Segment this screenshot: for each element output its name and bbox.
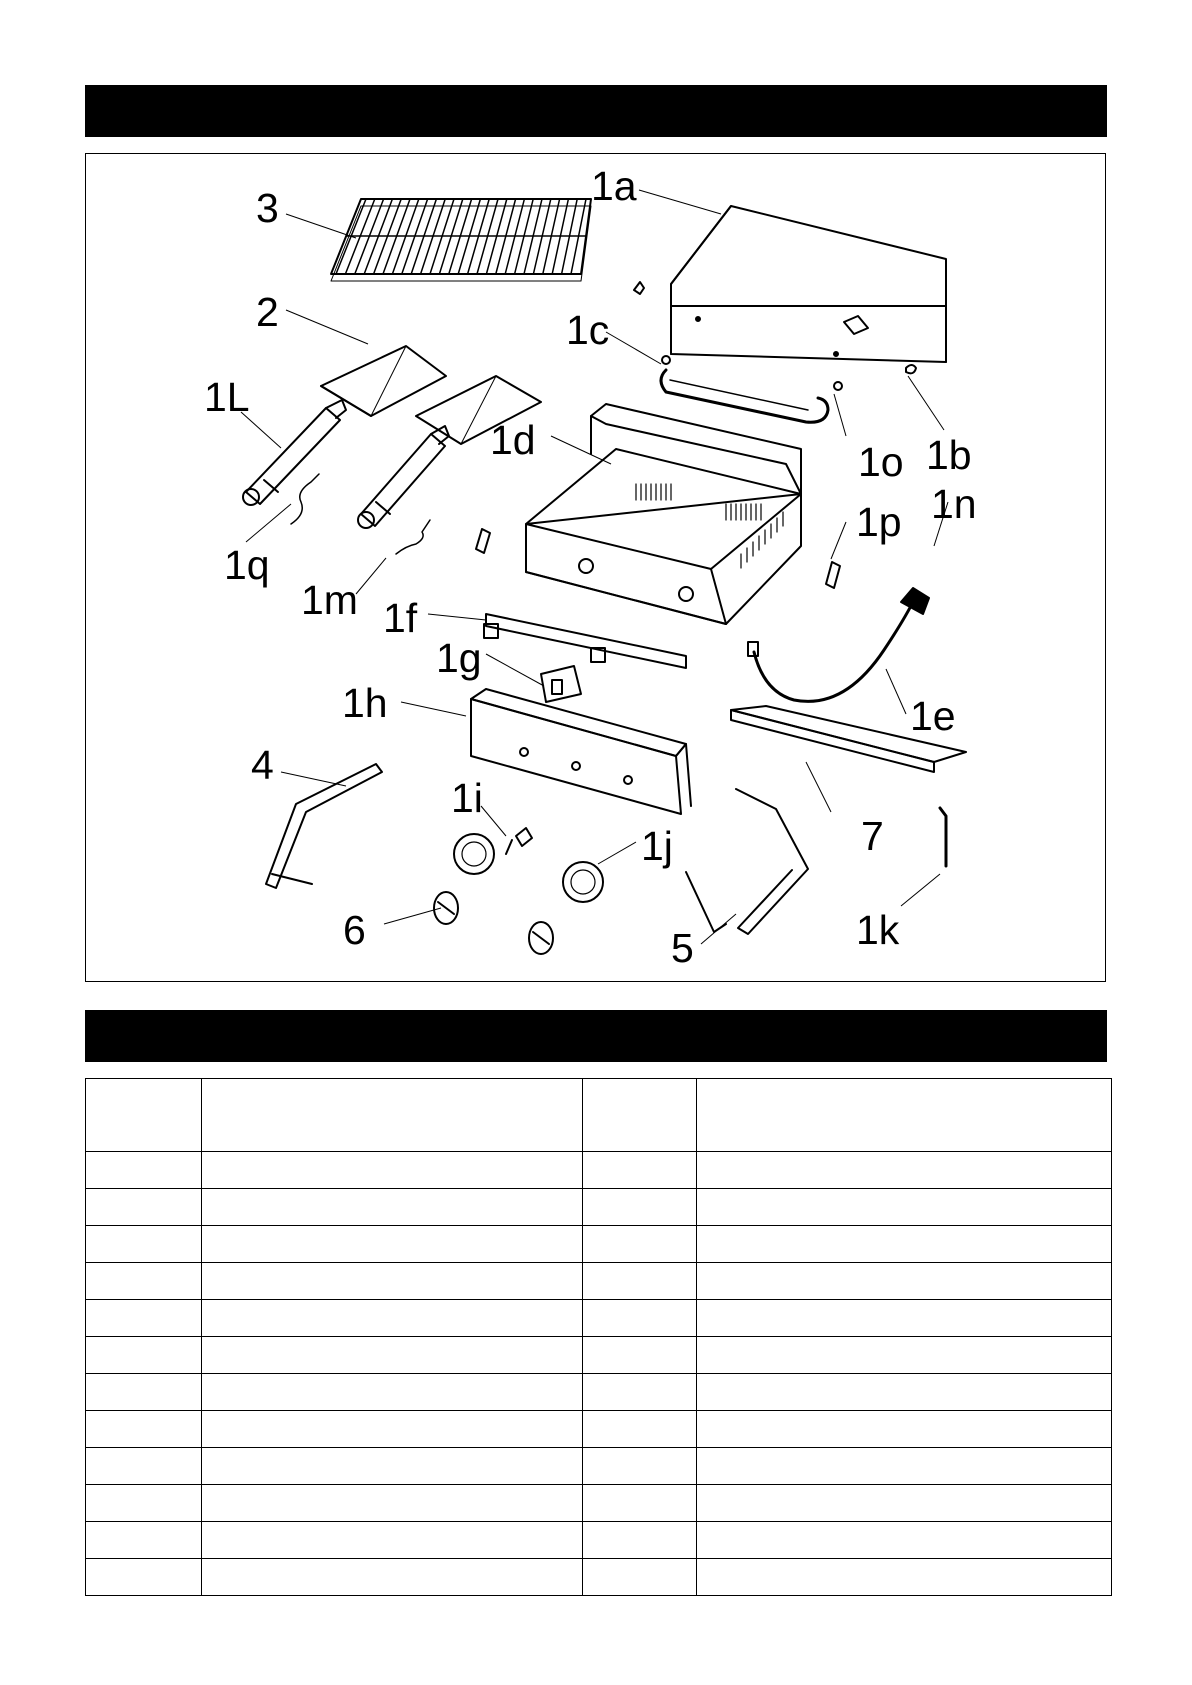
burner-tube-right-part — [358, 426, 449, 528]
table-cell — [697, 1263, 1112, 1300]
table-cell — [697, 1152, 1112, 1189]
table-row — [86, 1300, 1112, 1337]
table-cell — [86, 1411, 202, 1448]
leg-4-part — [266, 764, 382, 888]
gas-manifold-part — [484, 614, 686, 668]
section-header-bar-parts — [85, 1010, 1107, 1062]
table-cell — [86, 1300, 202, 1337]
table-cell — [86, 1522, 202, 1559]
callout-6: 6 — [343, 907, 366, 953]
table-cell — [583, 1226, 697, 1263]
heat-tent-left-part — [321, 346, 446, 416]
callout-1k: 1k — [856, 907, 900, 953]
table-header-row — [86, 1079, 1112, 1152]
table-cell — [697, 1226, 1112, 1263]
callout-1L: 1L — [204, 374, 250, 420]
callout-1m: 1m — [301, 577, 358, 623]
callout-7: 7 — [861, 813, 884, 859]
callout-1q: 1q — [224, 542, 270, 588]
table-cell — [697, 1448, 1112, 1485]
control-knob-right-part — [529, 922, 553, 954]
lid-clip-part — [906, 365, 916, 373]
table-cell — [86, 1337, 202, 1374]
table-row — [86, 1374, 1112, 1411]
callout-3: 3 — [256, 185, 279, 231]
lid-bracket-part — [634, 282, 644, 294]
table-cell — [583, 1263, 697, 1300]
callout-1h: 1h — [342, 680, 388, 726]
table-cell — [697, 1485, 1112, 1522]
table-cell — [86, 1263, 202, 1300]
table-row — [86, 1448, 1112, 1485]
table-row — [86, 1152, 1112, 1189]
electrode-wire-1q-part — [291, 474, 319, 524]
control-knob-left-part — [434, 892, 458, 924]
table-cell — [697, 1559, 1112, 1596]
table-cell — [86, 1152, 202, 1189]
callout-1c: 1c — [566, 307, 610, 353]
table-cell — [86, 1559, 202, 1596]
callout-1d: 1d — [490, 417, 536, 463]
table-cell — [86, 1374, 202, 1411]
table-header-cell — [583, 1079, 697, 1152]
table-cell — [583, 1522, 697, 1559]
table-cell — [697, 1522, 1112, 1559]
bracket-1p-part — [826, 562, 840, 588]
table-cell — [697, 1189, 1112, 1226]
table-cell — [202, 1226, 583, 1263]
callout-1o: 1o — [858, 439, 904, 485]
cooking-grate-part — [331, 199, 591, 281]
table-row — [86, 1559, 1112, 1596]
callout-1b: 1b — [926, 432, 972, 478]
table-header-cell — [202, 1079, 583, 1152]
rod-1k-part — [940, 808, 946, 866]
table-cell — [86, 1226, 202, 1263]
valve-part — [506, 828, 532, 854]
table-cell — [583, 1189, 697, 1226]
control-panel-part — [471, 689, 691, 814]
callout-5: 5 — [671, 925, 694, 971]
table-row — [86, 1263, 1112, 1300]
table-cell — [86, 1189, 202, 1226]
callout-1p: 1p — [856, 499, 902, 545]
table-cell — [202, 1337, 583, 1374]
callout-1e: 1e — [910, 693, 956, 739]
table-header-cell — [86, 1079, 202, 1152]
callout-1n: 1n — [931, 481, 977, 527]
callout-1j: 1j — [641, 823, 673, 869]
burner-tube-left-part — [243, 400, 346, 505]
table-row — [86, 1337, 1112, 1374]
table-cell — [583, 1337, 697, 1374]
table-cell — [202, 1152, 583, 1189]
table-row — [86, 1189, 1112, 1226]
table-cell — [583, 1374, 697, 1411]
callout-1a: 1a — [591, 163, 637, 209]
knob-bezel-right-part — [563, 862, 603, 902]
callout-1f: 1f — [383, 595, 418, 641]
table-cell — [583, 1300, 697, 1337]
table-cell — [202, 1300, 583, 1337]
table-cell — [583, 1448, 697, 1485]
lid-handle-part — [661, 356, 842, 422]
table-header-cell — [697, 1079, 1112, 1152]
exploded-parts-diagram — [85, 153, 1106, 982]
firebox-part — [526, 404, 801, 624]
table-cell — [202, 1189, 583, 1226]
parts-list-table — [85, 1078, 1112, 1596]
knob-bezel-left-part — [454, 834, 494, 874]
callout-1i: 1i — [451, 775, 483, 821]
table-cell — [86, 1485, 202, 1522]
table-cell — [202, 1411, 583, 1448]
table-cell — [202, 1522, 583, 1559]
table-row — [86, 1226, 1112, 1263]
section-header-bar-top — [85, 85, 1107, 137]
table-cell — [202, 1374, 583, 1411]
table-cell — [697, 1411, 1112, 1448]
table-cell — [202, 1559, 583, 1596]
electrode-wire-1m-part — [396, 520, 430, 554]
table-cell — [583, 1411, 697, 1448]
table-cell — [202, 1448, 583, 1485]
table-cell — [583, 1485, 697, 1522]
bracket-left-part — [476, 529, 490, 553]
callout-1g: 1g — [436, 635, 482, 681]
table-row — [86, 1485, 1112, 1522]
table-cell — [583, 1152, 697, 1189]
lid-part — [671, 206, 946, 362]
table-cell — [86, 1448, 202, 1485]
leg-5-part — [686, 789, 808, 934]
table-row — [86, 1522, 1112, 1559]
table-cell — [583, 1559, 697, 1596]
table-cell — [202, 1263, 583, 1300]
table-row — [86, 1411, 1112, 1448]
callout-2: 2 — [256, 289, 279, 335]
ignition-module-part — [541, 666, 581, 702]
regulator-hose-part — [748, 588, 929, 701]
table-cell — [697, 1374, 1112, 1411]
table-cell — [697, 1300, 1112, 1337]
callout-4: 4 — [251, 742, 274, 788]
table-cell — [697, 1337, 1112, 1374]
table-cell — [202, 1485, 583, 1522]
